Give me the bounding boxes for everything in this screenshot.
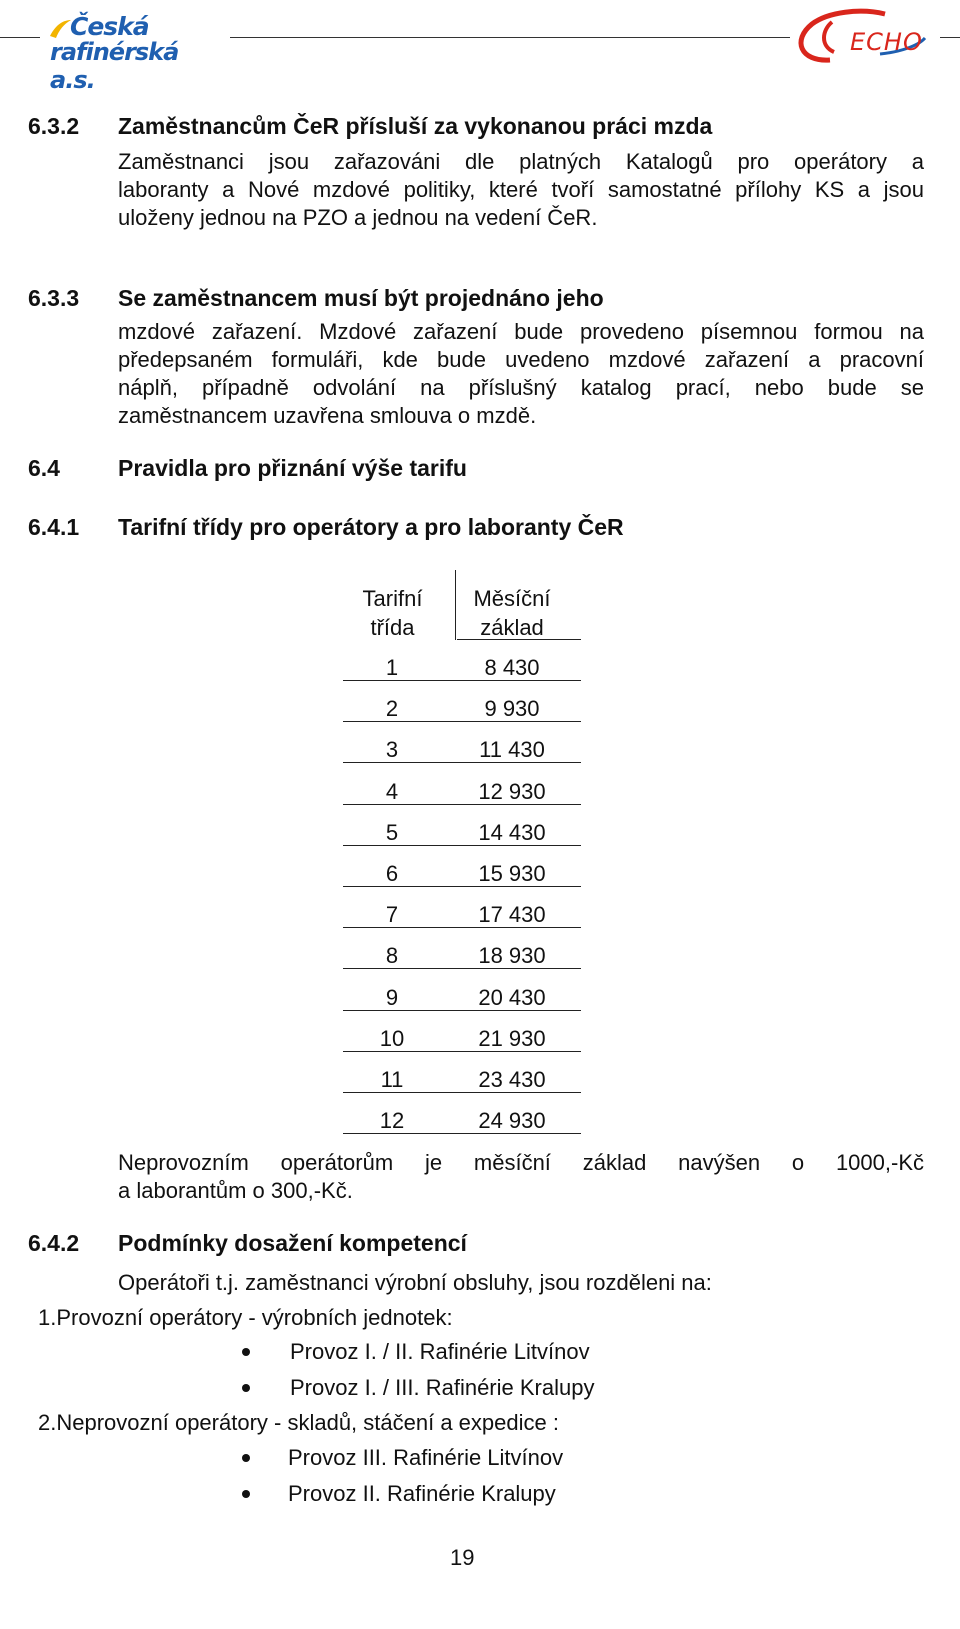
logo-line1: Česká	[70, 12, 149, 41]
list-item: Provoz I. / II. Rafinérie Litvínov	[290, 1339, 590, 1364]
paragraph-632	[118, 148, 924, 232]
table-cell-class: 3	[385, 737, 399, 763]
text-line: uloženy jednou na PZO a jednou na vedení ČeR.	[118, 205, 598, 230]
table-rule	[343, 721, 581, 722]
logo-line2: rafinérská a.s.	[50, 38, 179, 94]
table-cell-class: 11	[380, 1067, 404, 1092]
table-cell-base: 8 430	[484, 655, 540, 680]
paragraph-note	[118, 1149, 924, 1205]
header-text: Měsíční	[473, 586, 551, 611]
table-rule	[343, 1133, 581, 1134]
table-rule	[343, 886, 581, 887]
section-number-642: 6.4.2	[28, 1230, 80, 1256]
table-cell-base: 20 430	[478, 984, 546, 1010]
bullet-icon	[242, 1454, 250, 1462]
table-rule	[343, 1010, 581, 1011]
section-number-633: 6.3.3	[28, 285, 80, 311]
header-text: Tarifní	[362, 586, 423, 611]
text-line: náplň, případně odvolání na příslušný katalog prací, nebo bude se	[118, 375, 924, 400]
table-rule	[343, 804, 581, 805]
table-cell-class: 5	[385, 819, 399, 845]
section-title-632: Zaměstnancům ČeR přísluší za vykonanou práci mzda	[118, 113, 713, 139]
table-cell-base: 23 430	[478, 1067, 546, 1092]
table-cell-base: 15 930	[478, 861, 546, 886]
header-monthly-base	[462, 584, 562, 642]
text-line: předepsaném formuláři, kde bude uvedeno mzdové zařazení a pracovní	[118, 347, 924, 372]
table-rule	[343, 1051, 581, 1052]
table-cell-base: 24 930	[478, 1108, 546, 1134]
table-cell-base: 21 930	[478, 1025, 546, 1051]
table-cell-class: 12	[379, 1108, 405, 1134]
text-line: a laborantům o 300,-Kč.	[118, 1178, 353, 1203]
text-line: mzdové zařazení. Mzdové zařazení bude provedeno písemnou formou na	[118, 319, 924, 344]
echo-logo	[790, 2, 940, 72]
list-item: Provoz III. Rafinérie Litvínov	[288, 1445, 564, 1470]
header-text: třída	[370, 615, 415, 640]
swoosh-icon	[48, 18, 72, 40]
table-cell-base: 11 430	[479, 737, 545, 763]
table-rule	[343, 968, 581, 969]
list-item: Provoz II. Rafinérie Kralupy	[288, 1481, 556, 1506]
table-cell-class: 1	[385, 655, 399, 680]
table-rule	[343, 927, 581, 928]
table-rule	[343, 1092, 581, 1093]
text-line: Neprovozním operátorům je měsíční základ navýšen o 1000,-Kč	[118, 1150, 924, 1175]
table-cell-class: 8	[385, 943, 399, 969]
group1-label: 1.Provozní operátory - výrobních jednotek:	[38, 1305, 453, 1330]
table-cell-class: 4	[385, 778, 399, 804]
table-rule	[343, 762, 581, 763]
table-cell-class: 9	[385, 984, 399, 1010]
table-cell-class: 2	[385, 696, 399, 722]
group2-label: 2.Neprovozní operátory - skladů, stáčení a expedice :	[38, 1410, 559, 1435]
section-title-641: Tarifní třídy pro operátory a pro laboranty ČeR	[118, 514, 624, 540]
bullet-icon	[242, 1384, 250, 1392]
section-number-641: 6.4.1	[28, 514, 80, 540]
header-tariff-class	[350, 584, 435, 642]
text-line: Zaměstnanci jsou zařazováni dle platných Katalogů pro operátory a	[118, 149, 924, 174]
table-cell-class: 7	[385, 902, 399, 928]
bullet-icon	[242, 1348, 250, 1356]
section-title-64: Pravidla pro přiznání výše tarifu	[118, 455, 467, 481]
table-rule	[457, 639, 581, 640]
table-cell-base: 9 930	[484, 696, 540, 722]
section-number-632: 6.3.2	[28, 113, 80, 139]
section-title-633: Se zaměstnancem musí být projednáno jeho	[118, 285, 604, 311]
table-rule	[343, 680, 581, 681]
table-cell-base: 17 430	[478, 902, 546, 928]
echo-logo-text: ECHO	[850, 28, 923, 56]
text-line: zaměstnancem uzavřena smlouva o mzdě.	[118, 403, 537, 428]
text-line: laboranty a Nové mzdové politiky, které tvoří samostatné přílohy KS a jsou	[118, 177, 924, 202]
table-cell-class: 10	[379, 1025, 405, 1051]
table-cell-base: 12 930	[478, 778, 546, 804]
table-header-divider	[455, 570, 456, 640]
intro-text: Operátoři t.j. zaměstnanci výrobní obsluhy, jsou rozděleni na:	[118, 1270, 712, 1295]
section-number-64: 6.4	[28, 455, 60, 481]
table-cell-class: 6	[385, 861, 399, 886]
paragraph-633	[118, 318, 924, 430]
table-rule	[343, 845, 581, 846]
ceska-rafinerska-logo	[40, 8, 230, 94]
section-title-642: Podmínky dosažení kompetencí	[118, 1230, 467, 1256]
page-number: 19	[450, 1545, 475, 1570]
table-cell-base: 18 930	[478, 943, 546, 969]
header-text: základ	[480, 615, 544, 640]
bullet-icon	[242, 1490, 250, 1498]
list-item: Provoz I. / III. Rafinérie Kralupy	[290, 1375, 595, 1400]
table-cell-base: 14 430	[478, 819, 546, 845]
